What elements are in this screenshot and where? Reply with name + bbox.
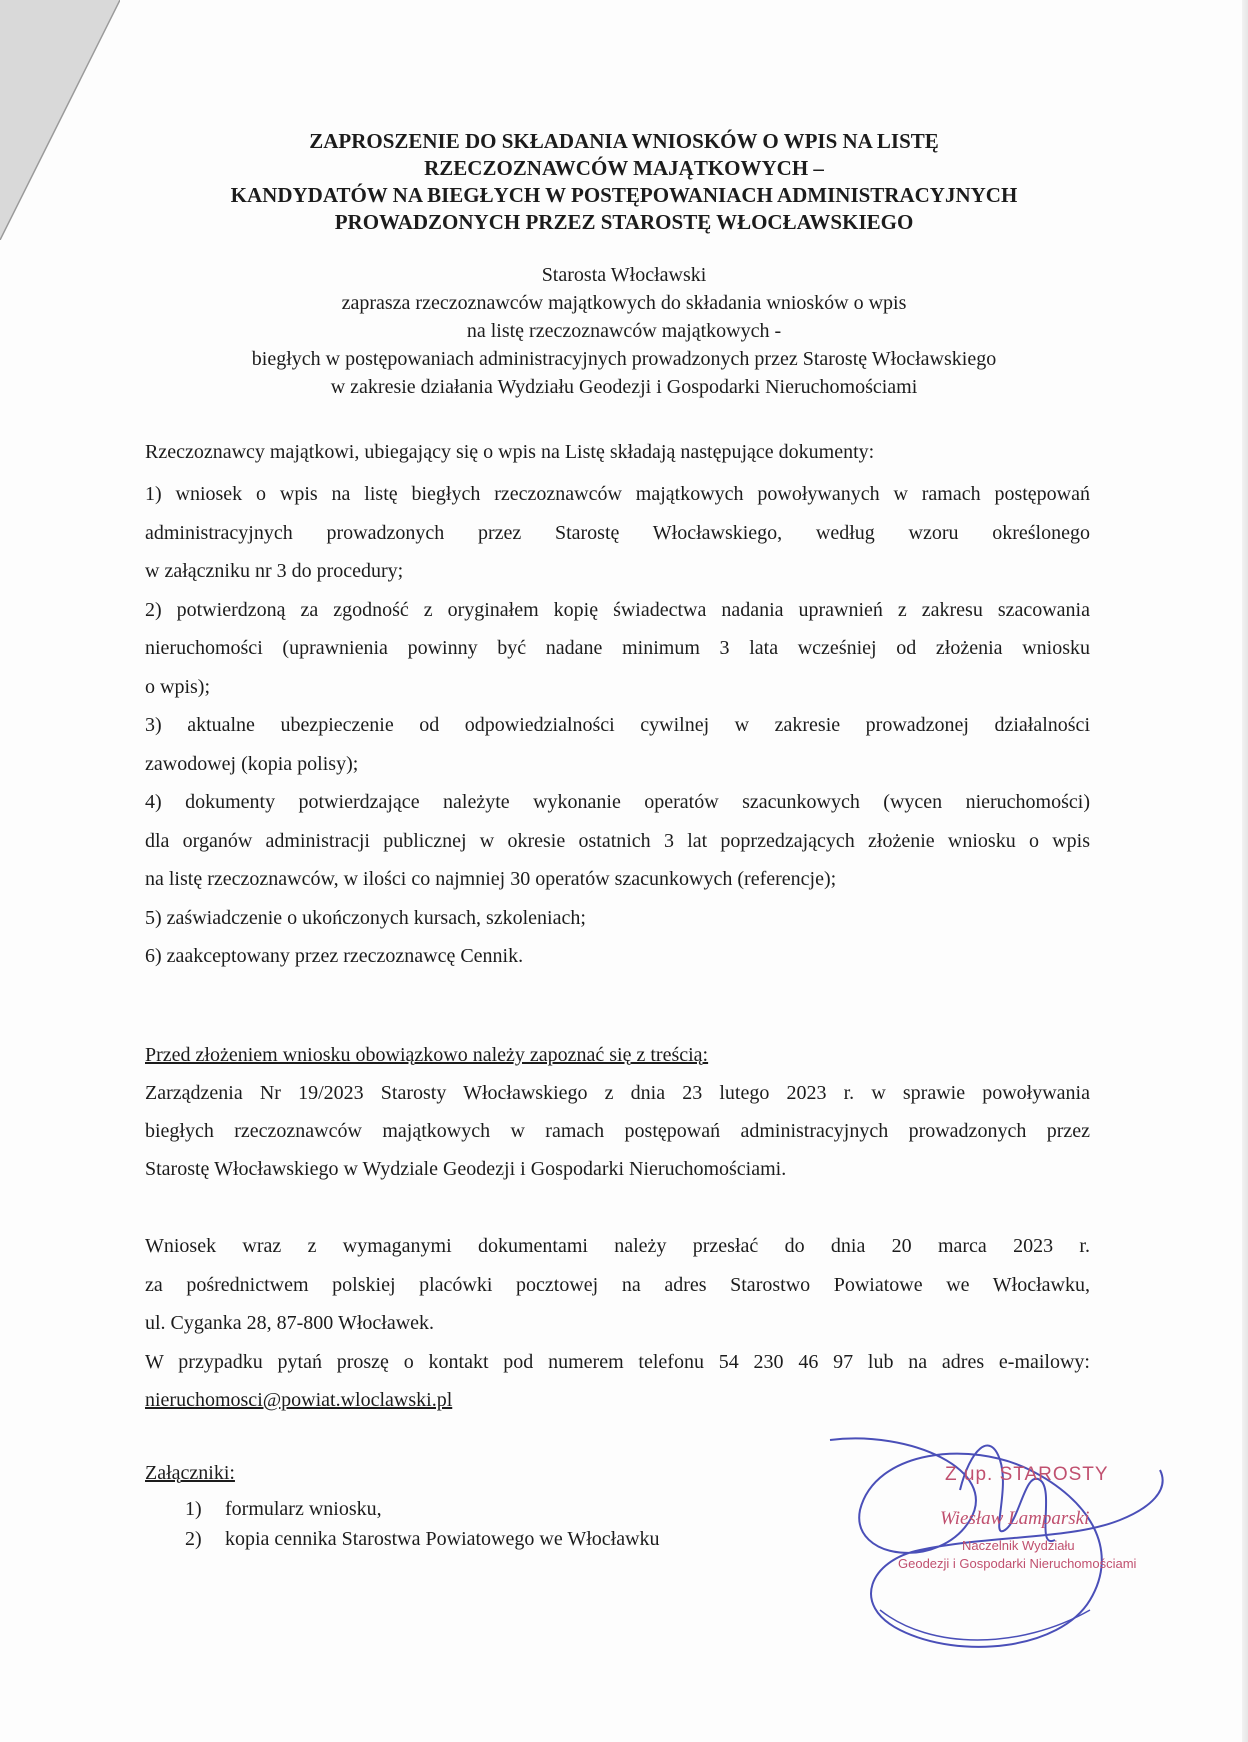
page-edge — [1242, 0, 1248, 1742]
attachment-label: kopia cennika Starostwa Powiatowego we Włocławku — [225, 1528, 660, 1550]
requirement-line: dla organów administracji publicznej w okresie ostatnich 3 lat poprzedzających złożenie wniosku o wpis — [145, 829, 1090, 852]
documents-heading: Rzeczoznawcy majątkowi, ubiegający się o wpis na Listę składają następujące dokumenty: — [145, 441, 875, 463]
submission-block — [145, 1227, 1090, 1420]
requirement-line: 3) aktualne ubezpieczenie od odpowiedzialności cywilnej w zakresie prowadzonej działalności — [145, 714, 1090, 736]
submission-line: W przypadku pytań proszę o kontakt pod numerem telefonu 54 230 46 97 lub na adres e-mailowy: — [145, 1350, 1090, 1373]
stamp-line: Wiesław Lamparski — [940, 1508, 1090, 1529]
title-line: KANDYDATÓW NA BIEGŁYCH W POSTĘPOWANIACH ADMINISTRACYJNYCH — [230, 183, 1018, 207]
intro-block — [100, 261, 1148, 401]
stamp-line: Naczelnik Wydziału — [962, 1538, 1075, 1553]
attachment-item — [145, 1524, 660, 1554]
handwritten-signature — [790, 1410, 1180, 1660]
stamp-line: Z up. STAROSTY — [945, 1464, 1109, 1485]
title-line: ZAPROSZENIE DO SKŁADANIA WNIOSKÓW O WPIS NA LISTĘ — [309, 129, 939, 153]
attachment-number: 2) — [185, 1528, 202, 1550]
title-line: PROWADZONYCH PRZEZ STAROSTĘ WŁOCŁAWSKIEGO — [334, 210, 914, 234]
intro-line: biegłych w postępowaniach administracyjnych prowadzonych przez Starostę Włocławskiego — [251, 348, 997, 370]
requirement-line: 2) potwierdzoną za zgodność z oryginałem kopię świadectwa nadania uprawnień z zakresu szacowania — [145, 598, 1090, 621]
document-title — [100, 128, 1148, 236]
requirement-line: na listę rzeczoznawców, w ilości co najmniej 30 operatów szacunkowych (referencje); — [145, 868, 837, 890]
requirement-line: zawodowej (kopia polisy); — [145, 752, 359, 775]
notice-line: Zarządzenia Nr 19/2023 Starosty Włocławskiego z dnia 23 lutego 2023 r. w sprawie powoływania — [145, 1082, 1090, 1104]
requirement-line: o wpis); — [145, 675, 210, 698]
notice-heading: Przed złożeniem wniosku obowiązkowo należy zapoznać się z treścią: — [145, 1044, 709, 1066]
submission-line: Wniosek wraz z wymaganymi dokumentami należy przesłać do dnia 20 marca 2023 r. — [145, 1235, 1090, 1257]
intro-line: w zakresie działania Wydziału Geodezji i Gospodarki Nieruchomościami — [330, 376, 918, 398]
submission-line: za pośrednictwem polskiej placówki pocztowej na adres Starostwo Powiatowe we Włocławku, — [145, 1273, 1090, 1296]
title-line: RZECZOZNAWCÓW MAJĄTKOWYCH – — [424, 156, 824, 180]
requirements-list — [145, 475, 1090, 976]
stamp-line: Geodezji i Gospodarki Nieruchomościami — [898, 1556, 1137, 1571]
requirement-line: 5) zaświadczenie o ukończonych kursach, szkoleniach; — [145, 906, 586, 929]
intro-line: zaprasza rzeczoznawców majątkowych do składania wniosków o wpis — [341, 292, 907, 314]
attachments-block — [145, 1458, 660, 1554]
notice-line: biegłych rzeczoznawców majątkowych w ramach postępowań administracyjnych prowadzonych przez — [145, 1120, 1090, 1142]
notice-line: Starostę Włocławskiego w Wydziale Geodezji i Gospodarki Nieruchomościami. — [145, 1158, 787, 1180]
notice-block — [145, 1036, 1090, 1188]
requirement-line: 6) zaakceptowany przez rzeczoznawcę Cennik. — [145, 945, 524, 967]
requirement-line: administracyjnych prowadzonych przez Starostę Włocławskiego, według wzoru określonego — [145, 521, 1090, 544]
attachment-label: formularz wniosku, — [225, 1498, 382, 1520]
intro-line: Starosta Włocławski — [541, 264, 707, 286]
requirement-line: nieruchomości (uprawnienia powinny być nadane minimum 3 lata wcześniej od złożenia wniosku — [145, 637, 1090, 659]
requirement-line: 4) dokumenty potwierdzające należyte wykonanie operatów szacunkowych (wycen nieruchomości) — [145, 791, 1090, 813]
attachment-item — [145, 1494, 660, 1524]
submission-line: ul. Cyganka 28, 87-800 Włocławek. — [145, 1312, 435, 1334]
requirement-line: w załączniku nr 3 do procedury; — [145, 560, 404, 582]
attachments-heading: Załączniki: — [145, 1462, 235, 1484]
intro-line: na listę rzeczoznawców majątkowych - — [466, 320, 782, 342]
email-link[interactable]: nieruchomosci@powiat.wloclawski.pl — [145, 1389, 453, 1411]
attachment-number: 1) — [185, 1498, 202, 1520]
requirement-line: 1) wniosek o wpis na listę biegłych rzeczoznawców majątkowych powoływanych w ramach postępowań — [145, 483, 1090, 505]
